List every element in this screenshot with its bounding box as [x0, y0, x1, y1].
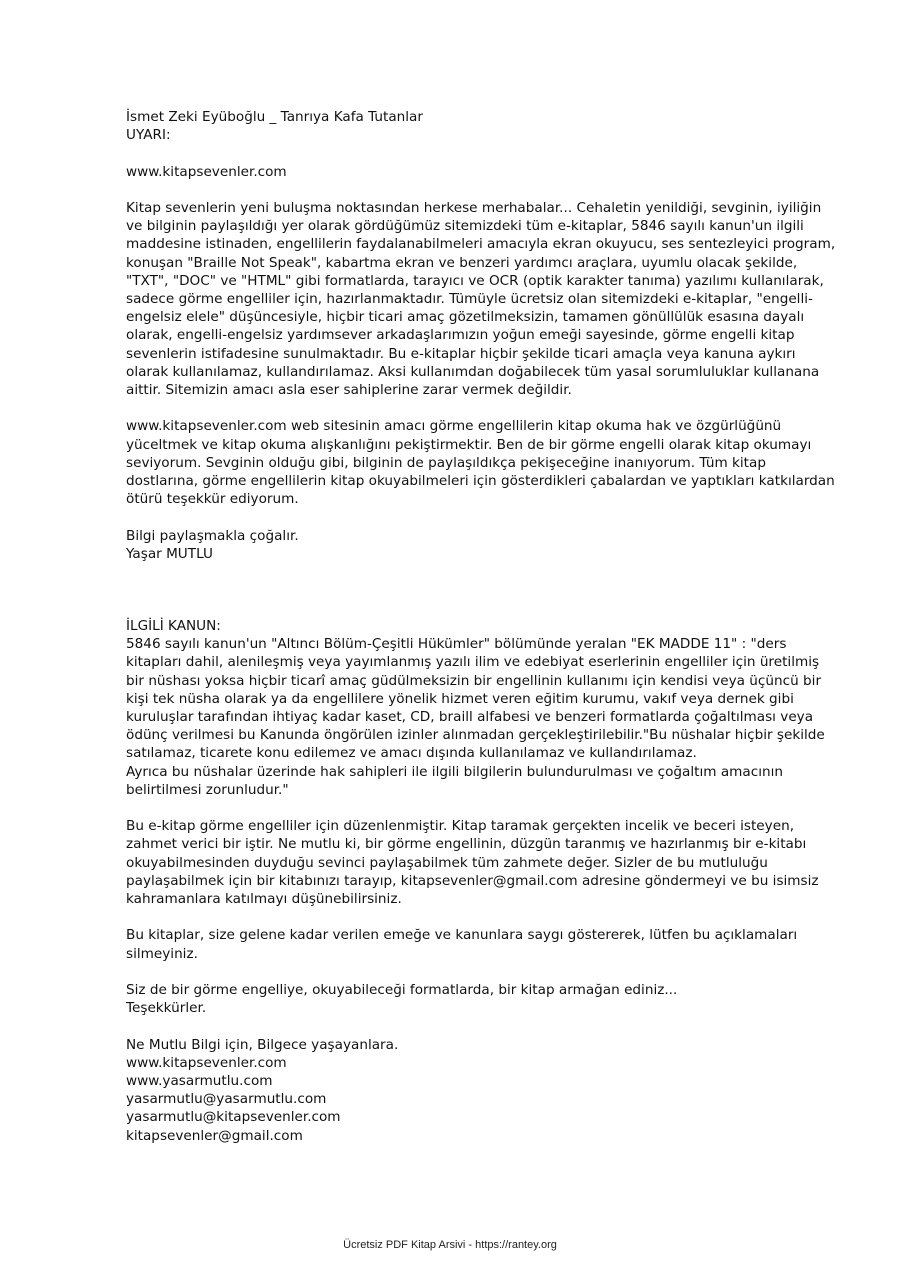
- signature-motto: Bilgi paylaşmakla çoğalır.: [126, 527, 299, 544]
- paragraph-purpose: [126, 417, 835, 508]
- closing-motto: Ne Mutlu Bilgi için, Bilgece yaşayanlara.: [126, 1036, 399, 1053]
- text-line: bir nüshası yoksa hiçbir ticarî amaç güdülmeksizin bir engellinin kullanımı için kendisi veya üçüncü bir: [126, 672, 822, 689]
- text-line: 5846 sayılı kanun'un "Altıncı Bölüm-Çeşitli Hükümler" bölümünde yeralan "EK MADDE 11" : "ders: [126, 636, 787, 653]
- text-line: kahramanlara katılmayı düşünebilirsiniz.: [126, 891, 402, 908]
- signature: [126, 527, 826, 563]
- text-line: engelsiz elele" düşüncesiyle, hiçbir ticari amaç gözetilmeksizin, tamamen gönüllülük esasına dayalı: [126, 309, 805, 326]
- text-line: kuruluşlar tarafından ihtiyaç kadar kaset, CD, braill alfabesi ve benzeri formatlarda çoğaltılması veya: [126, 709, 814, 726]
- text-line: maddesine istinaden, engellilerin faydalanabilmeleri amacıyla ekran okuyucu, ses sentezleyici program,: [126, 236, 836, 253]
- text-line: olarak, engelli-engelsiz yardımsever arkadaşlarımızın yoğun emeği sayesinde, görme engelli kitap: [126, 327, 795, 344]
- text-line: Kitap sevenlerin yeni buluşma noktasından herkese merhabalar... Cehaletin yenildiği, sevginin, iyiliğin: [126, 199, 822, 216]
- text-line: "TXT", "DOC" ve "HTML" gibi formatlarda, tarayıcı ve OCR (optik karakter tanıma) yazılımı kullanılarak,: [126, 272, 824, 289]
- text-line: ve bilginin paylaşıldığı yer olarak gördüğümüz sitemizdeki tüm e-kitaplar, 5846 sayılı kanun'un ilgili: [126, 218, 804, 235]
- text-line: belirtilmesi zorunludur.": [126, 781, 289, 798]
- text-line: Bu kitaplar, size gelene kadar verilen emeğe ve kanunlara saygı göstererek, lütfen bu açıklamaları: [126, 927, 798, 944]
- paragraph-intro: [126, 199, 836, 399]
- text-line: silmeyiniz.: [126, 945, 198, 962]
- text-line: dostlarına, görme engellilerin kitap okuyabilmeleri için gösterdikleri çabalardan ve yaptıkları katkılardan: [126, 473, 835, 490]
- text-line: yüceltmek ve kitap okuma alışkanlığını pekiştirmektir. Ben de bir görme engelli olarak kitap okumayı: [126, 436, 812, 453]
- contact-link[interactable]: www.yasarmutlu.com: [126, 1073, 273, 1090]
- text-line: konuşan "Braille Not Speak", kabartma ekran ve benzeri yardımcı araçlara, uyumlu olacak şekilde,: [126, 254, 798, 271]
- text-line: okuyabilmesinden duyduğu sevinci paylaşabilmek tüm zahmete değer. Sizler de bu mutluluğu: [126, 854, 768, 871]
- text-line: zahmet verici bir iştir. Ne mutlu ki, bir görme engellinin, düzgün taranmış ve hazırlanmış bir e-kitabı: [126, 836, 807, 853]
- text-line: seviyorum. Sevginin olduğu gibi, bilginin de paylaşıldıkça pekişeceğine inanıyorum. Tüm kitap: [126, 454, 766, 471]
- paragraph-thanks: [126, 981, 826, 1017]
- text-line: www.kitapsevenler.com web sitesinin amacı görme engellilerin kitap okuma hak ve özgürlüğünü: [126, 418, 782, 435]
- contact-email[interactable]: yasarmutlu@yasarmutlu.com: [126, 1091, 327, 1108]
- text-line: satılamaz, ticarete konu edilemez ve amacı dışında kullanılamaz ve kullandırılamaz.: [126, 745, 697, 762]
- text-line: paylaşabilmek için bir kitabınızı tarayıp, kitapsevenler@gmail.com adresine göndermeyi ve bu isimsiz: [126, 872, 819, 889]
- law-heading: İLGİLİ KANUN:: [126, 618, 221, 635]
- text-line: sadece görme engelliler için, hazırlanmaktadır. Tümüyle ücretsiz olan sitemizdeki e-kitaplar, "engelli-: [126, 291, 813, 307]
- contact-email[interactable]: kitapsevenler@gmail.com: [126, 1127, 303, 1144]
- text-line: kitapları dahil, alenileşmiş veya yayımlanmış yazılı ilim ve edebiyat eserlerinin engelliler için üretilmiş: [126, 654, 820, 671]
- contact-email[interactable]: yasarmutlu@kitapsevenler.com: [126, 1109, 341, 1126]
- paragraph-ebook-note: [126, 817, 826, 908]
- paragraph-request: [126, 926, 826, 962]
- contact-link[interactable]: www.kitapsevenler.com: [126, 1054, 287, 1071]
- document-body: [126, 108, 836, 1145]
- text-line: Teşekkürler.: [126, 1000, 207, 1017]
- text-line: Bu e-kitap görme engelliler için düzenlenmiştir. Kitap taramak gerçekten incelik ve beceri isteyen,: [126, 818, 795, 835]
- signature-name: Yaşar MUTLU: [126, 545, 213, 562]
- site-url: www.kitapsevenler.com: [126, 163, 287, 180]
- text-line: kişi tek nüsha olarak ya da engellilere yönelik hizmet veren eğitim kurumu, vakıf veya dernek gibi: [126, 690, 794, 707]
- text-line: Ayrıca bu nüshalar üzerinde hak sahipleri ile ilgili bilgilerin bulundurulması ve çoğaltım amacının: [126, 763, 783, 780]
- text-line: sevenlerin istifadesine sunulmaktadır. Bu e-kitaplar hiçbir şekilde ticari amaçla veya kanuna aykırı: [126, 345, 796, 362]
- warning-heading: UYARI:: [126, 127, 171, 144]
- text-line: ötürü teşekkür ediyorum.: [126, 491, 299, 508]
- text-line: Siz de bir görme engelliye, okuyabileceği formatlarda, bir kitap armağan ediniz...: [126, 982, 678, 999]
- text-line: aittir. Sitemizin amacı asla eser sahiplerine zarar vermek değildir.: [126, 382, 572, 399]
- book-title: İsmet Zeki Eyüboğlu _ Tanrıya Kafa Tutanlar: [126, 109, 423, 125]
- page-footer: Ücretsiz PDF Kitap Arsivi - https://rantey.org: [343, 1239, 557, 1251]
- text-line: olarak kullanılamaz, kullandırılamaz. Aksi kullanımdan doğabilecek tüm yasal sorumluluklar kullanana: [126, 363, 820, 380]
- law-section: [126, 617, 826, 799]
- text-line: ödünç verilmesi bu Kanunda öngörülen izinler alınmadan gerçekleştirilebilir."Bu nüshalar hiçbir şekilde: [126, 727, 825, 744]
- closing-contacts: [126, 1036, 826, 1145]
